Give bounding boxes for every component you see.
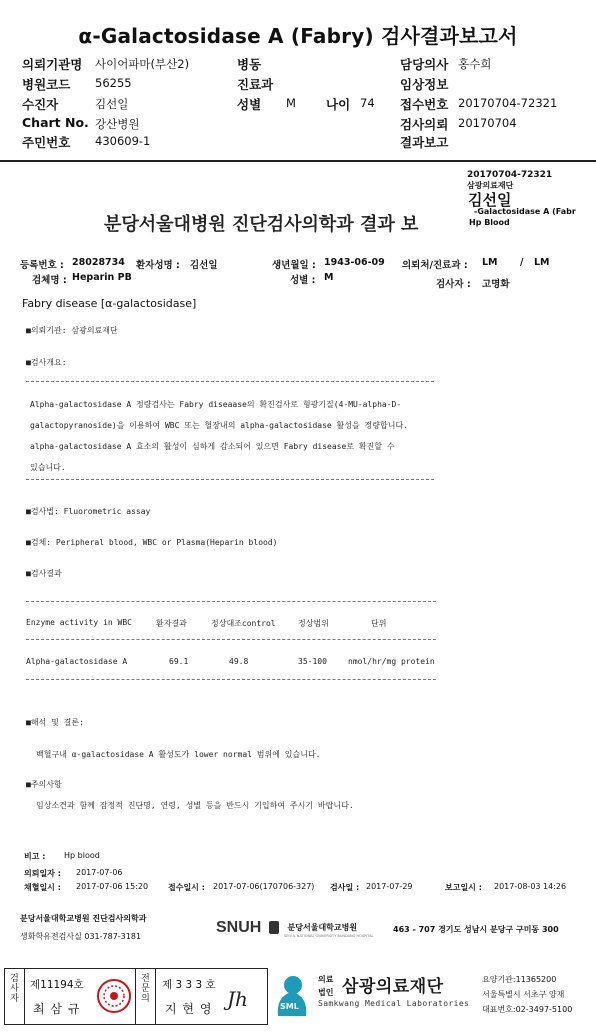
signature-box — [4, 968, 268, 1025]
label-report-date: 보고일시 : — [445, 883, 482, 892]
label-age: 나이 — [326, 97, 351, 112]
overview-line: alpha-galactosidase A 효소의 활성이 심하게 감소되어 있으면 Fabry disease로 확진할 수 — [30, 442, 395, 451]
value-patient: 김선일 — [95, 97, 129, 111]
table-cell-control: 49.8 — [229, 657, 249, 666]
label-chart-no: Chart No. — [22, 115, 89, 130]
value-hospital-code: 56255 — [95, 76, 132, 90]
tester-name: 최 삼 규 — [33, 1002, 81, 1016]
scanned-report — [8, 166, 592, 960]
table-header-enzyme: Enzyme activity in WBC — [26, 618, 132, 627]
lab-sticker-company: 삼광의료재단 — [467, 181, 514, 190]
sml-logo-text: SML — [280, 1002, 299, 1011]
label-receipt-no: 접수번호 — [400, 97, 449, 112]
value-report-date: 2017-08-03 14:26 — [494, 882, 567, 891]
company-address: 서울특별시 서초구 양재 — [482, 990, 565, 999]
value-attending-doctor: 홍수희 — [458, 57, 492, 71]
overview-line: 있습니다. — [30, 463, 66, 472]
hospital-address: 463 - 707 경기도 성남시 분당구 구미동 300 — [393, 925, 559, 934]
snuh-logo — [216, 917, 373, 938]
corp-label-1: 의료 — [318, 975, 334, 984]
tester-license-no: 제11194호 — [30, 979, 84, 991]
value-remark: Hp blood — [64, 851, 100, 860]
label-requesting-dept: 의뢰처/진료과 : — [402, 260, 468, 271]
value-tester: 고명화 — [482, 279, 510, 290]
label-test-request: 검사의뢰 — [400, 117, 449, 132]
label-report-sex: 성별 : — [290, 275, 316, 286]
caution-text: 임상소견과 함께 잠정적 진단명, 연령, 성별 등을 반드시 기입하여 주시기 바랍니다. — [36, 801, 354, 810]
value-patient-name: 김선일 — [190, 260, 218, 271]
label-test-date: 검사일 : — [330, 883, 360, 892]
lab-sticker-test: -Galactosidase A (Fabr — [474, 207, 576, 216]
label-specialist-vertical: 전문의 — [139, 973, 149, 1003]
dept-name: 분당서울대학교병원 진단검사의학과 — [20, 914, 147, 923]
value-test-date: 2017-07-29 — [366, 882, 413, 891]
lab-sticker-id: 20170704-72321 — [467, 170, 553, 180]
label-patient: 수진자 — [22, 97, 59, 112]
value-receipt-date: 2017-07-06(170706-327) — [213, 882, 315, 891]
tester-seal-icon — [95, 977, 133, 1015]
requester-line: ■의뢰기관: 삼광의료재단 — [26, 326, 118, 335]
snuh-name: 분당서울대학교병원 — [287, 923, 358, 932]
value-registration-no: 28028734 — [72, 257, 125, 268]
specimen-line: ■검체: Peripheral blood, WBC or Plasma(Heparin blood) — [26, 538, 278, 547]
specialist-name: 지 현 영 — [165, 1002, 213, 1016]
value-chart-no: 강산병원 — [95, 117, 140, 131]
label-remark: 비고 : — [24, 852, 46, 861]
table-divider-bottom — [26, 679, 436, 680]
footer-divider — [24, 969, 25, 1024]
company-name-en: Samkwang Medical Laboratories — [318, 999, 470, 1008]
table-header-patient-result: 환자결과 — [156, 619, 187, 628]
specialist-license-no: 제 3 3 3 호 — [162, 979, 216, 991]
label-hospital-code: 병원코드 — [22, 77, 71, 92]
report-title: α-Galactosidase A (Fabry) 검사결과보고서 — [78, 24, 518, 48]
label-birth-date: 생년월일 : — [272, 260, 316, 271]
label-specimen-name: 검체명 : — [32, 275, 67, 286]
company-banner — [272, 972, 590, 1024]
label-patient-name: 환자성명 : — [136, 260, 180, 271]
specialist-signature: Jh — [227, 987, 248, 1011]
value-age: 74 — [360, 96, 375, 110]
table-divider-top — [26, 601, 436, 602]
value-requesting-dept: LM — [482, 257, 498, 268]
overview-line: Alpha-galactosidase A 정량검사는 Fabry diseaase의 확진검사로 형광기질(4-MU-alpha-D- — [30, 400, 402, 409]
divider-2 — [26, 479, 434, 480]
label-tester: 검사자 : — [436, 279, 471, 290]
label-sex: 성별 — [237, 97, 262, 112]
caution-heading: ■주의사항 — [26, 780, 62, 789]
method-line: ■검사법: Fluorometric assay — [26, 507, 151, 516]
value-report-sex: M — [324, 272, 334, 283]
label-request-date: 의뢰일자 : — [24, 869, 61, 878]
value-request-date: 2017-07-06 — [76, 868, 123, 877]
overview-line: galactopyranoside)을 이용하여 WBC 또는 혈장내의 alpha-galactosidase 활성을 정량합니다. — [30, 421, 409, 430]
company-phone: 대표번호:02-3497-5100 — [482, 1005, 573, 1014]
footer-divider — [135, 969, 136, 1024]
label-department: 진료과 — [237, 77, 274, 92]
value-resident-no: 430609-1 — [95, 134, 151, 148]
sml-logo-icon — [272, 972, 312, 1020]
value-birth-date: 1943-06-09 — [324, 257, 385, 268]
table-cell-enzyme: Alpha-galactosidase A — [26, 657, 128, 666]
table-cell-unit: nmol/hr/mg protein — [348, 657, 435, 666]
overview-heading: ■검사개요: — [26, 358, 67, 367]
label-resident-no: 주민번호 — [22, 135, 71, 150]
label-requesting-institution: 의뢰기관명 — [22, 57, 83, 72]
interpretation-text: 백혈구내 α-galactosidase A 활성도가 lower normal 범위에 있습니다. — [36, 750, 321, 759]
value-sex: M — [286, 96, 296, 110]
label-result-report: 결과보고 — [400, 135, 449, 150]
value-requesting-dept-2: LM — [534, 257, 550, 268]
table-cell-patient-result: 69.1 — [169, 657, 189, 666]
table-divider-mid — [26, 639, 436, 640]
label-tester-vertical: 검사자 — [8, 973, 18, 1003]
lab-sticker-specimen: Hp Blood — [469, 218, 510, 227]
value-receipt-no: 20170704-72321 — [458, 96, 558, 110]
interpretation-heading: ■해석 및 결론: — [26, 718, 84, 727]
value-test-request: 20170704 — [458, 116, 517, 130]
dept-separator: / — [520, 257, 524, 268]
company-name: 삼광의료재단 — [342, 977, 444, 997]
overview-text — [30, 394, 408, 478]
value-collection-date: 2017-07-06 15:20 — [76, 882, 149, 891]
value-requesting-institution: 사이어파마(부산2) — [95, 57, 190, 71]
table-header-normal-range: 정상범위 — [298, 619, 329, 628]
results-heading: ■검사결과 — [26, 569, 62, 578]
table-header-control: 정상대조control — [211, 619, 276, 628]
label-clinical-info: 임상정보 — [400, 77, 449, 92]
org-number: 요양기관:11365200 — [482, 975, 557, 984]
dept-contact: 생화학유전검사실 031-787-3181 — [20, 932, 142, 941]
snuh-logo-text: SNUH — [216, 919, 262, 936]
footer-divider — [155, 969, 156, 1024]
value-specimen-name: Heparin PB — [72, 272, 132, 283]
snuh-subtitle: SEOUL NATIONAL UNIVERSITY BUNDANG HOSPITAL — [284, 934, 374, 938]
label-registration-no: 등록번호 : — [20, 260, 64, 271]
header-divider — [0, 160, 596, 162]
label-attending-doctor: 담당의사 — [400, 57, 449, 72]
label-collection-date: 채혈일시 : — [24, 883, 61, 892]
label-ward: 병동 — [237, 57, 262, 72]
section-title: Fabry disease [α-galactosidase] — [22, 297, 197, 310]
corp-label-2: 법인 — [318, 988, 334, 997]
divider-1 — [26, 381, 434, 382]
table-cell-normal-range: 35-100 — [298, 657, 327, 666]
table-header-unit: 단위 — [371, 619, 387, 628]
label-receipt-date: 접수일시 : — [168, 883, 205, 892]
snuh-emblem-icon — [269, 921, 279, 934]
lab-sticker-patient: 김선일 — [468, 191, 512, 209]
hospital-report-title: 분당서울대병원 진단검사의학과 결과 보 — [104, 214, 419, 235]
